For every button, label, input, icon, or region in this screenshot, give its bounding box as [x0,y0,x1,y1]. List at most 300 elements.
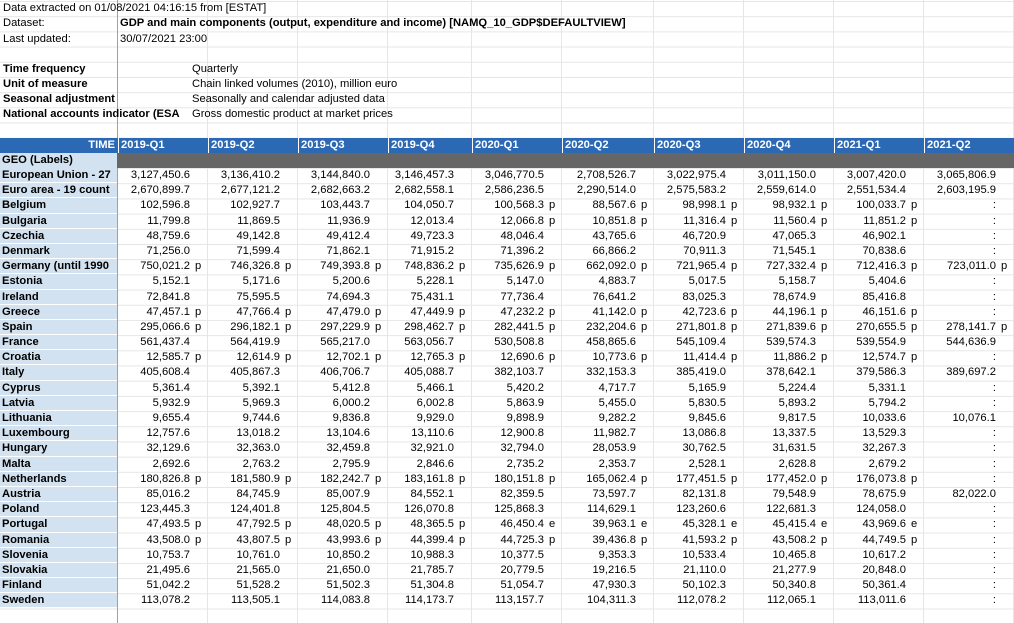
value-cell[interactable]: 11,799.8 [147,214,190,227]
row-label-geo[interactable]: Lithuania [0,411,117,426]
flag-cell[interactable]: p [641,472,648,485]
value-cell[interactable]: 85,007.9 [326,487,370,500]
value-cell[interactable]: 3,007,420.0 [846,169,906,181]
value-cell[interactable]: 43,508.0 [146,533,190,546]
value-cell[interactable]: 71,256.0 [146,244,190,257]
row-label-geo[interactable]: Estonia [0,274,117,289]
value-cell[interactable]: 5,420.2 [506,381,544,394]
value-cell[interactable]: 20,779.5 [500,563,544,576]
value-cell[interactable]: 82,359.5 [500,487,544,500]
flag-cell[interactable]: p [821,533,828,546]
value-cell[interactable]: 5,165.9 [688,381,726,394]
value-cell[interactable]: 712,416.3 [856,260,906,273]
value-cell[interactable]: 2,795.9 [332,457,370,470]
value-cell[interactable]: 10,465.8 [772,548,816,561]
flag-cell[interactable]: p [911,260,918,273]
value-cell[interactable]: : [992,427,996,440]
value-cell[interactable]: 51,054.7 [500,579,544,592]
value-cell[interactable]: : [992,533,996,546]
value-cell[interactable]: 75,595.5 [236,290,280,303]
value-cell[interactable]: 12,585.7 [146,351,190,364]
flag-cell[interactable]: p [459,518,466,531]
value-cell[interactable]: 3,046,770.5 [484,169,544,181]
value-cell[interactable]: 50,340.8 [772,579,816,592]
value-cell[interactable]: : [992,214,996,227]
value-cell[interactable]: 3,144,840.0 [310,169,370,181]
value-cell[interactable]: 727,332.4 [766,260,816,273]
value-cell[interactable]: 177,451.5 [676,472,726,485]
value-cell[interactable]: 32,459.8 [326,442,370,455]
value-cell[interactable]: 539,554.9 [856,336,906,349]
value-cell[interactable]: 10,988.3 [410,548,454,561]
flag-cell[interactable]: p [459,533,466,546]
value-cell[interactable]: : [992,199,996,212]
value-cell[interactable]: 735,626.9 [494,260,544,273]
value-cell[interactable]: 45,328.1 [682,518,726,531]
value-cell[interactable]: 10,533.4 [682,548,726,561]
value-cell[interactable]: 123,260.6 [676,503,726,516]
value-cell[interactable]: 21,277.9 [772,563,816,576]
value-cell[interactable]: 232,204.6 [586,320,636,333]
flag-cell[interactable]: e [731,518,738,531]
row-label-geo[interactable]: Czechia [0,229,117,244]
value-cell[interactable]: 389,697.2 [946,366,996,379]
flag-cell[interactable]: p [731,351,738,364]
value-cell[interactable]: 113,157.7 [495,594,544,607]
value-cell[interactable]: 11,414.4 [683,351,726,364]
value-cell[interactable]: 13,086.8 [682,427,726,440]
value-cell[interactable]: 122,681.3 [766,503,816,516]
value-cell[interactable]: : [992,503,996,516]
value-cell[interactable]: 46,902.1 [862,229,906,242]
row-label-geo[interactable]: Slovenia [0,548,117,563]
row-label-geo[interactable]: Netherlands [0,472,117,487]
flag-cell[interactable]: p [375,351,382,364]
value-cell[interactable]: 5,412.8 [332,381,370,394]
value-cell[interactable]: 2,735.2 [506,457,544,470]
value-cell[interactable]: 78,675.9 [862,487,906,500]
row-label-geo[interactable]: European Union - 27 [0,168,117,183]
value-cell[interactable]: 112,078.2 [677,594,726,607]
value-cell[interactable]: 13,104.6 [326,427,370,440]
value-cell[interactable]: 539,574.3 [766,336,816,349]
value-cell[interactable]: 100,568.3 [494,199,544,212]
flag-cell[interactable]: e [911,518,918,531]
value-cell[interactable]: 11,869.5 [237,214,280,227]
value-cell[interactable]: 44,725.3 [500,533,544,546]
value-cell[interactable]: : [992,548,996,561]
value-cell[interactable]: : [992,442,996,455]
value-cell[interactable]: 723,011.0 [947,260,996,273]
value-cell[interactable]: 181,580.9 [230,472,280,485]
value-cell[interactable]: 2,708,526.7 [576,169,636,181]
value-cell[interactable]: 298,462.7 [404,320,454,333]
value-cell[interactable]: 21,110.0 [683,563,726,576]
value-cell[interactable]: 114,173.7 [405,594,454,607]
value-cell[interactable]: 76,641.2 [592,290,636,303]
value-cell[interactable]: 177,452.0 [766,472,816,485]
value-cell[interactable]: 71,396.2 [500,244,544,257]
flag-cell[interactable]: p [641,305,648,318]
value-cell[interactable]: 5,147.0 [506,275,544,288]
value-cell[interactable]: 85,416.8 [862,290,906,303]
value-cell[interactable]: 113,078.2 [141,594,190,607]
value-cell[interactable]: 28,053.9 [592,442,636,455]
row-label-geo[interactable]: Romania [0,533,117,548]
flag-cell[interactable]: p [911,351,918,364]
value-cell[interactable]: : [992,275,996,288]
value-cell[interactable]: 2,353.7 [598,457,636,470]
value-cell[interactable]: 114,083.8 [321,594,370,607]
value-cell[interactable]: 21,785.7 [410,563,454,576]
value-cell[interactable]: 2,603,195.9 [936,184,996,197]
value-cell[interactable]: : [992,472,996,485]
value-cell[interactable]: 382,103.7 [494,366,544,379]
value-cell[interactable]: 9,929.0 [416,412,454,424]
value-cell[interactable]: 2,628.8 [778,457,816,470]
value-cell[interactable]: 84,745.9 [236,487,280,500]
value-cell[interactable]: 9,836.8 [332,412,370,424]
flag-cell[interactable]: p [549,305,556,318]
value-cell[interactable]: 5,863.9 [506,396,544,409]
value-cell[interactable]: 2,679.2 [868,457,906,470]
value-cell[interactable]: 2,677,121.2 [220,184,280,197]
value-cell[interactable]: 124,058.0 [856,503,906,516]
value-cell[interactable]: 3,146,457.3 [394,169,454,181]
value-cell[interactable]: 282,441.5 [494,320,544,333]
value-cell[interactable]: 47,479.0 [326,305,370,318]
row-label-geo[interactable]: Poland [0,502,117,517]
value-cell[interactable]: 100,033.7 [856,199,906,212]
flag-cell[interactable]: p [641,533,648,546]
value-cell[interactable]: 74,694.3 [326,290,370,303]
value-cell[interactable]: 112,065.1 [767,594,816,607]
value-cell[interactable]: 13,529.3 [862,427,906,440]
row-label-geo[interactable]: Greece [0,305,117,320]
value-cell[interactable]: 44,749.5 [862,533,906,546]
value-cell[interactable]: 10,617.2 [862,548,906,561]
flag-cell[interactable]: p [731,533,738,546]
value-cell[interactable]: 2,559,614.0 [756,184,816,197]
value-cell[interactable]: 30,762.5 [682,442,726,455]
flag-cell[interactable]: p [459,305,466,318]
value-cell[interactable]: 47,930.3 [592,579,636,592]
value-cell[interactable]: 12,574.7 [862,351,906,364]
flag-cell[interactable]: p [285,472,292,485]
flag-cell[interactable]: p [911,533,918,546]
row-label-geo[interactable]: France [0,335,117,350]
flag-cell[interactable]: p [375,518,382,531]
value-cell[interactable]: 3,065,806.9 [936,169,996,181]
value-cell[interactable]: 297,229.9 [320,320,370,333]
row-label-geo[interactable]: Denmark [0,244,117,259]
row-label-geo[interactable]: Malta [0,457,117,472]
value-cell[interactable]: 46,720.9 [682,229,726,242]
value-cell[interactable]: 71,545.1 [772,244,816,257]
value-cell[interactable]: : [992,518,996,531]
value-cell[interactable]: 2,692.6 [152,457,190,470]
row-label-geo[interactable]: Latvia [0,396,117,411]
flag-cell[interactable]: p [641,260,648,273]
value-cell[interactable]: 5,331.1 [868,381,906,394]
flag-cell[interactable]: p [821,472,828,485]
value-cell[interactable]: 10,850.2 [326,548,370,561]
value-cell[interactable]: 39,963.1 [592,518,636,531]
value-cell[interactable]: 12,013.4 [410,214,454,227]
value-cell[interactable]: 5,455.0 [598,396,636,409]
value-cell[interactable]: 2,682,558.1 [394,184,454,197]
value-cell[interactable]: 10,773.6 [592,351,636,364]
value-cell[interactable]: 51,528.2 [236,579,280,592]
value-cell[interactable]: 5,171.6 [242,275,280,288]
time-column-header[interactable]: 2020-Q2 [562,138,654,153]
value-cell[interactable]: 165,062.4 [586,472,636,485]
flag-cell[interactable]: p [195,351,202,364]
value-cell[interactable]: 11,316.4 [683,214,726,227]
row-label-geo[interactable]: Luxembourg [0,426,117,441]
flag-cell[interactable]: p [731,214,738,227]
value-cell[interactable]: 11,851.2 [863,214,906,227]
value-cell[interactable]: 32,921.0 [410,442,454,455]
value-cell[interactable]: : [992,457,996,470]
value-cell[interactable]: 5,466.1 [416,381,454,394]
flag-cell[interactable]: p [821,214,828,227]
flag-cell[interactable]: p [911,214,918,227]
row-label-geo[interactable]: Finland [0,578,117,593]
value-cell[interactable]: 103,443.7 [320,199,370,212]
value-cell[interactable]: 10,761.0 [236,548,280,561]
value-cell[interactable]: 405,867.3 [230,366,280,379]
value-cell[interactable]: 47,493.5 [146,518,190,531]
value-cell[interactable]: 47,232.2 [500,305,544,318]
row-label-geo[interactable]: Ireland [0,290,117,305]
value-cell[interactable]: 9,655.4 [152,412,190,424]
row-label-geo[interactable]: Croatia [0,350,117,365]
flag-cell[interactable]: p [285,260,292,273]
value-cell[interactable]: 180,826.8 [140,472,190,485]
value-cell[interactable]: 83,025.3 [682,290,726,303]
value-cell[interactable]: 13,337.5 [772,427,816,440]
flag-cell[interactable]: e [641,518,648,531]
value-cell[interactable]: 5,152.1 [152,275,190,288]
value-cell[interactable]: 82,131.8 [682,487,726,500]
time-column-header[interactable]: 2019-Q4 [388,138,472,153]
value-cell[interactable]: 12,614.9 [236,351,280,364]
value-cell[interactable]: 48,020.5 [326,518,370,531]
flag-cell[interactable]: p [731,199,738,212]
value-cell[interactable]: 41,593.2 [682,533,726,546]
row-label-geo[interactable]: Euro area - 19 count [0,183,117,198]
flag-cell[interactable]: p [195,518,202,531]
row-label-geo[interactable]: Spain [0,320,117,335]
value-cell[interactable]: 3,136,410.2 [220,169,280,181]
flag-cell[interactable]: p [731,305,738,318]
value-cell[interactable]: 295,066.6 [140,320,190,333]
value-cell[interactable]: 21,495.6 [146,563,190,576]
time-column-header[interactable]: 2021-Q1 [834,138,924,153]
value-cell[interactable]: 47,449.9 [410,305,454,318]
flag-cell[interactable]: p [549,472,556,485]
value-cell[interactable]: 104,050.7 [404,199,454,212]
value-cell[interactable]: 749,393.8 [320,260,370,273]
value-cell[interactable]: : [992,229,996,242]
value-cell[interactable]: 21,650.0 [326,563,370,576]
flag-cell[interactable]: p [821,260,828,273]
flag-cell[interactable]: p [285,320,292,333]
value-cell[interactable]: 31,631.5 [772,442,816,455]
value-cell[interactable]: 11,886.2 [773,351,816,364]
flag-cell[interactable]: p [731,260,738,273]
value-cell[interactable]: 71,862.1 [326,244,370,257]
value-cell[interactable]: 9,845.6 [688,412,726,424]
flag-cell[interactable]: p [911,199,918,212]
value-cell[interactable]: 47,457.1 [146,305,190,318]
value-cell[interactable]: 10,753.7 [146,548,190,561]
value-cell[interactable]: 73,597.7 [592,487,636,500]
value-cell[interactable]: 79,548.9 [772,487,816,500]
flag-cell[interactable]: p [549,260,556,273]
time-column-header[interactable]: 2020-Q3 [654,138,744,153]
value-cell[interactable]: : [992,396,996,409]
value-cell[interactable]: 48,046.4 [500,229,544,242]
value-cell[interactable]: 102,596.8 [140,199,190,212]
value-cell[interactable]: 3,022,975.4 [666,169,726,181]
value-cell[interactable]: 71,599.4 [236,244,280,257]
flag-cell[interactable]: p [375,320,382,333]
time-column-header[interactable]: 2019-Q3 [298,138,388,153]
value-cell[interactable]: 66,866.2 [592,244,636,257]
flag-cell[interactable]: p [821,320,828,333]
value-cell[interactable]: 47,766.4 [236,305,280,318]
value-cell[interactable]: 44,196.1 [772,305,816,318]
value-cell[interactable]: 405,608.4 [140,366,190,379]
value-cell[interactable]: 183,161.8 [404,472,454,485]
value-cell[interactable]: 2,575,583.2 [666,184,726,197]
flag-cell[interactable]: p [459,351,466,364]
flag-cell[interactable]: p [1001,320,1008,333]
value-cell[interactable]: 77,736.4 [500,290,544,303]
value-cell[interactable]: 746,326.8 [230,260,280,273]
value-cell[interactable]: 405,088.7 [404,366,454,379]
value-cell[interactable]: 50,102.3 [682,579,726,592]
value-cell[interactable]: 48,365.5 [410,518,454,531]
flag-cell[interactable]: p [285,533,292,546]
row-label-geo[interactable]: Hungary [0,441,117,456]
flag-cell[interactable]: p [285,351,292,364]
flag-cell[interactable]: e [821,518,828,531]
value-cell[interactable]: 565,217.0 [320,336,370,349]
row-label-geo[interactable]: Belgium [0,198,117,213]
value-cell[interactable]: 13,110.6 [411,427,454,440]
value-cell[interactable]: 113,505.1 [231,594,280,607]
value-cell[interactable]: 5,224.4 [778,381,816,394]
flag-cell[interactable]: p [285,305,292,318]
value-cell[interactable]: 561,437.4 [140,336,190,349]
value-cell[interactable]: 6,000.2 [332,396,370,409]
value-cell[interactable]: 46,151.6 [862,305,906,318]
flag-cell[interactable]: p [641,351,648,364]
value-cell[interactable]: 12,690.6 [500,351,544,364]
value-cell[interactable]: 5,969.3 [242,396,280,409]
value-cell[interactable]: 43,993.6 [326,533,370,546]
flag-cell[interactable]: p [285,518,292,531]
flag-cell[interactable]: p [641,214,648,227]
value-cell[interactable]: 5,017.5 [688,275,726,288]
value-cell[interactable]: 385,419.0 [676,366,726,379]
time-column-header[interactable]: 2020-Q4 [744,138,834,153]
value-cell[interactable]: 32,129.6 [146,442,190,455]
value-cell[interactable]: 2,586,236.5 [484,184,544,197]
flag-cell[interactable]: p [459,260,466,273]
value-cell[interactable]: 721,965.4 [676,260,726,273]
value-cell[interactable]: 48,759.6 [146,229,190,242]
flag-cell[interactable]: p [459,472,466,485]
value-cell[interactable]: 278,141.7 [946,320,996,333]
value-cell[interactable]: 41,142.0 [592,305,636,318]
value-cell[interactable]: 406,706.7 [320,366,370,379]
value-cell[interactable]: 563,056.7 [404,336,454,349]
value-cell[interactable]: : [992,290,996,303]
value-cell[interactable]: 84,552.1 [410,487,454,500]
row-label-geo[interactable]: Portugal [0,517,117,532]
value-cell[interactable]: 9,282.2 [598,412,636,424]
value-cell[interactable]: 5,830.5 [688,396,726,409]
time-column-header[interactable]: 2021-Q2 [924,138,1014,153]
value-cell[interactable]: 43,508.2 [772,533,816,546]
time-column-header[interactable]: 2019-Q2 [208,138,298,153]
value-cell[interactable]: 5,361.4 [152,381,190,394]
value-cell[interactable]: 98,998.1 [682,199,726,212]
value-cell[interactable]: 12,900.8 [500,427,544,440]
value-cell[interactable]: 2,682,663.2 [310,184,370,197]
row-label-geo[interactable]: Sweden [0,593,117,608]
value-cell[interactable]: 125,804.5 [320,503,370,516]
flag-cell[interactable]: p [821,305,828,318]
value-cell[interactable]: 530,508.8 [494,336,544,349]
value-cell[interactable]: 72,841.8 [146,290,190,303]
value-cell[interactable]: 20,848.0 [862,563,906,576]
flag-cell[interactable]: p [821,199,828,212]
value-cell[interactable]: 4,717.7 [598,381,636,394]
value-cell[interactable]: 19,216.5 [592,563,636,576]
value-cell[interactable]: 379,586.3 [856,366,906,379]
value-cell[interactable]: 70,911.3 [683,244,726,257]
value-cell[interactable]: 98,932.1 [772,199,816,212]
value-cell[interactable]: 564,419.9 [230,336,280,349]
flag-cell[interactable]: p [195,320,202,333]
value-cell[interactable]: 51,042.2 [146,579,190,592]
value-cell[interactable]: 49,412.4 [326,229,370,242]
value-cell[interactable]: : [992,381,996,394]
value-cell[interactable]: 104,311.3 [587,594,636,607]
value-cell[interactable]: 45,415.4 [772,518,816,531]
value-cell[interactable]: 12,757.6 [146,427,190,440]
flag-cell[interactable]: p [375,305,382,318]
row-label-geo[interactable]: Germany (until 1990 [0,259,117,274]
value-cell[interactable]: 42,723.6 [682,305,726,318]
value-cell[interactable]: 39,436.8 [592,533,636,546]
flag-cell[interactable]: p [911,305,918,318]
value-cell[interactable]: 2,551,534.4 [846,184,906,197]
time-column-header[interactable]: 2020-Q1 [472,138,562,153]
flag-cell[interactable]: p [821,351,828,364]
value-cell[interactable]: 545,109.4 [676,336,726,349]
flag-cell[interactable]: p [911,320,918,333]
value-cell[interactable]: : [992,579,996,592]
flag-cell[interactable]: p [911,472,918,485]
row-label-geo[interactable]: Slovakia [0,563,117,578]
value-cell[interactable]: 113,011.6 [857,594,906,607]
